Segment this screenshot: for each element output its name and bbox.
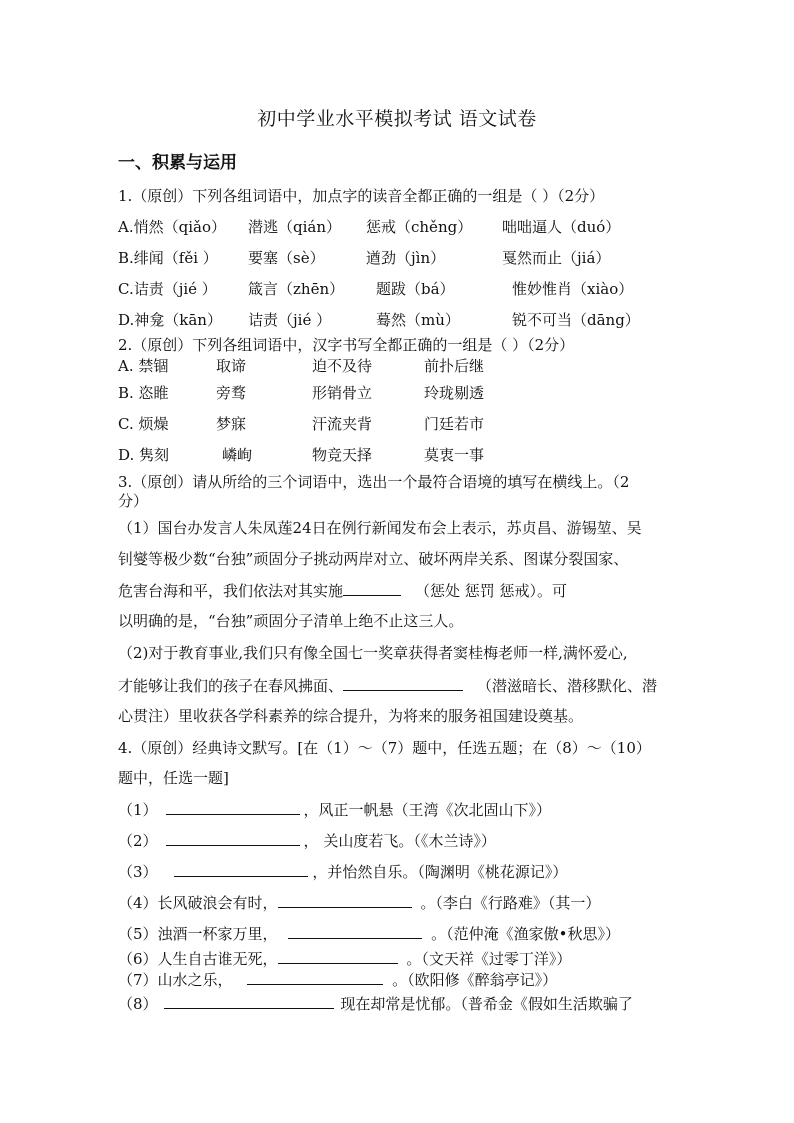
option-word: 玲珑剔透 — [424, 384, 485, 402]
q3-p1-line2: 钊燮等极少数“台独”顽固分子挑动两岸对立、破坏两岸关系、图谋分裂国家、 — [118, 550, 629, 568]
item-suffix: ，并怡然自乐。（陶渊明《桃花源记》） — [312, 863, 568, 881]
q3-p2-line1: （2)对于教育事业,我们只有像全国七一奖章获得者窦桂梅老师一样,满怀爱心, — [118, 644, 628, 662]
option-word: 要塞（sè） — [248, 249, 325, 267]
option-word: 戛然而止（jiá） — [502, 249, 611, 267]
option-word: 门廷若市 — [424, 415, 485, 433]
item-prefix: （6）人生自古谁无死， — [118, 950, 278, 968]
option-word: 诘责（jié ） — [248, 311, 332, 329]
option-word: 取谛 — [216, 357, 247, 375]
q3-p1-line3 — [118, 580, 567, 601]
q2-stem: 2.（原创）下列各组词语中，汉字书写全都正确的一组是（ ）（2分） — [118, 336, 575, 354]
item-suffix: 。（文天祥《过零丁洋》） — [401, 950, 572, 968]
item-prefix: （3） — [118, 863, 163, 881]
option-word: A. 禁锢 — [118, 357, 169, 375]
item-prefix: （1） — [118, 801, 158, 819]
option-word: B.绯闻（fěi ） — [118, 249, 218, 267]
answer-blank[interactable] — [343, 580, 401, 596]
q3-stem: 3.（原创）请从所给的三个词语中，选出一个最符合语境的填写在横线上。（2 — [118, 473, 630, 491]
q2-option-a — [118, 356, 484, 376]
option-word: D. 隽刻 — [118, 446, 170, 464]
q3-p2-line2 — [118, 675, 657, 696]
item-suffix: 现在却常是忧郁。（普希金《假如生活欺骗了 — [335, 995, 633, 1013]
item-suffix: 。（范仲淹《渔家傲•秋思》） — [426, 925, 620, 943]
q4-item-7 — [118, 969, 557, 990]
q4-stem-cont: 题中，任选一题] — [118, 769, 229, 787]
q4-stem: 4.（原创）经典诗文默写。[在（1）～（7）题中，任选五题；在（8）～（10） — [118, 739, 651, 757]
option-word: 题跋（bá） — [376, 280, 455, 298]
option-word: 惩戒（chěng） — [366, 218, 473, 236]
option-word: B. 恣睢 — [118, 384, 169, 402]
option-word: C. 烦燥 — [118, 415, 169, 433]
option-word: 旁骛 — [216, 384, 247, 402]
option-word: C.诘责（jié ） — [118, 280, 217, 298]
q1-option-a — [118, 217, 620, 237]
answer-blank[interactable] — [166, 799, 300, 815]
option-word: 箴言（zhēn） — [248, 280, 345, 298]
option-word: 形销骨立 — [312, 384, 373, 402]
text: 才能够让我们的孩子在春风拂面、 — [118, 677, 344, 695]
choices: （惩处 惩罚 惩戒）。可 — [415, 582, 568, 600]
answer-blank[interactable] — [164, 993, 334, 1009]
option-word: D.神龛（kān） — [118, 311, 222, 329]
q4-item-2 — [118, 830, 496, 851]
answer-blank[interactable] — [278, 892, 412, 908]
q2-option-d — [118, 445, 484, 465]
option-word: 蓦然（mù） — [376, 311, 460, 329]
q4-item-6 — [118, 948, 571, 969]
q1-stem: 1.（原创）下列各组词语中，加点字的读音全都正确的一组是（ ）（2分） — [118, 187, 605, 205]
option-word: 惟妙惟肖（xiào） — [512, 280, 634, 298]
section-heading: 一、积累与运用 — [118, 153, 237, 173]
item-suffix: 。（欧阳修《醉翁亭记》） — [387, 971, 558, 989]
item-suffix: ， 关山度若飞。（《木兰诗》） — [303, 832, 496, 850]
q2-option-b — [118, 383, 484, 403]
item-prefix: （5）浊酒一杯家万里， — [118, 925, 283, 943]
option-word: 遒劲（jìn） — [366, 249, 446, 267]
q3-p1-line4: 以明确的是，“台独”顽固分子清单上绝不止这三人。 — [118, 612, 464, 630]
choices: （潜滋暗长、潜移默化、潜 — [477, 677, 658, 695]
option-word: A.悄然（qiǎo） — [118, 218, 226, 236]
q4-item-8 — [118, 993, 633, 1014]
q4-item-5 — [118, 923, 620, 944]
q1-option-b — [118, 248, 610, 268]
option-word: 汗流夹背 — [312, 415, 373, 433]
option-word: 物竞天择 — [312, 446, 373, 464]
text: 危害台海和平，我们依法对其实施 — [118, 582, 344, 600]
q4-item-4 — [118, 892, 600, 913]
answer-blank[interactable] — [288, 923, 422, 939]
q3-p2-line3: 心贯注）里收获各学科素养的综合提升，为将来的服务祖国建设奠基。 — [118, 707, 584, 725]
item-prefix: （4）长风破浪会有时， — [118, 894, 278, 912]
item-prefix: （8） — [118, 995, 158, 1013]
option-word: 咄咄逼人（duó） — [502, 218, 621, 236]
option-word: 嶙峋 — [222, 446, 253, 464]
option-word: 莫衷一事 — [424, 446, 485, 464]
option-word: 迫不及待 — [312, 357, 373, 375]
q2-option-c — [118, 414, 484, 434]
answer-blank[interactable] — [247, 969, 383, 985]
q3-p1-line1: （1）国台办发言人朱凤莲24日在例行新闻发布会上表示，苏贞昌、游锡堃、吴 — [118, 519, 642, 537]
option-word: 潜逃（qián） — [248, 218, 342, 236]
q3-stem-cont: 分） — [118, 492, 149, 510]
option-word: 锐不可当（dāng） — [512, 311, 640, 329]
q4-item-3 — [118, 861, 567, 882]
answer-blank[interactable] — [278, 948, 398, 964]
answer-blank[interactable] — [174, 861, 308, 877]
option-word: 前扑后继 — [424, 357, 485, 375]
item-suffix: 。（李白《行路难》（其一） — [415, 894, 601, 912]
item-prefix: （2） — [118, 832, 158, 850]
q1-option-c — [118, 279, 633, 299]
answer-blank[interactable] — [343, 675, 463, 691]
item-prefix: （7）山水之乐， — [118, 971, 238, 989]
q1-option-d — [118, 310, 640, 330]
option-word: 梦寐 — [216, 415, 247, 433]
item-suffix: ，风正一帆悬（王湾《次北固山下》） — [303, 801, 552, 819]
q4-item-1 — [118, 799, 551, 820]
answer-blank[interactable] — [166, 830, 300, 846]
page-title: 初中学业水平模拟考试 语文试卷 — [257, 108, 537, 130]
